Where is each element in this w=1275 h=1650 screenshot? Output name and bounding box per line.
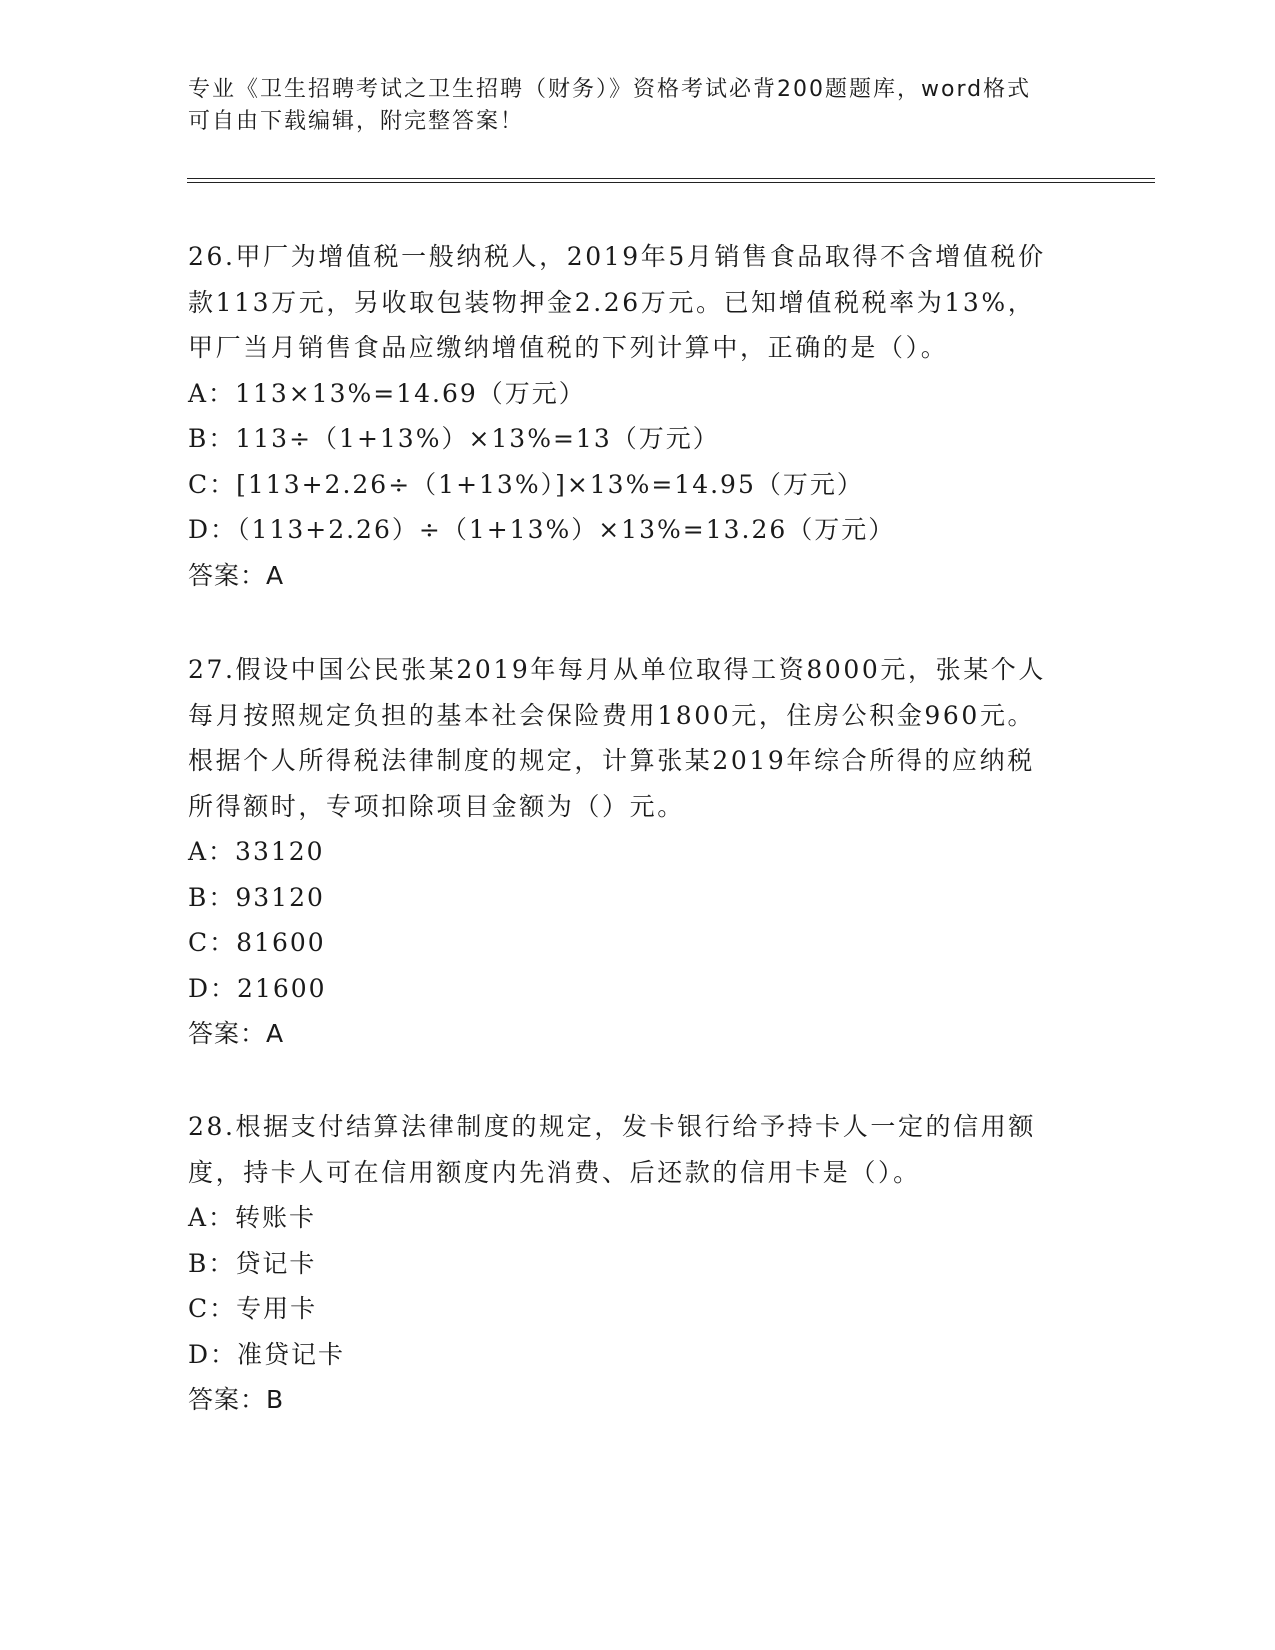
option-b: B：贷记卡 — [188, 1248, 317, 1278]
option-a: A：33120 — [188, 837, 325, 866]
option-b: B：113÷（1+13%）×13%=13（万元） — [188, 424, 720, 453]
question-stem-line: 每月按照规定负担的基本社会保险费用1800元，住房公积金960元。 — [188, 700, 1036, 730]
question-stem-line: 甲厂当月销售食品应缴纳增值税的下列计算中，正确的是（）。 — [188, 333, 949, 362]
header-divider — [187, 178, 1155, 183]
question-stem-line: 27.假设中国公民张某2019年每月从单位取得工资8000元，张某个人 — [188, 655, 1047, 684]
question-28 — [188, 1104, 1088, 1423]
option-d: D：准贷记卡 — [188, 1339, 346, 1369]
question-stem-line: 28.根据支付结算法律制度的规定，发卡银行给予持卡人一定的信用额 — [188, 1112, 1036, 1141]
question-stem-line: 根据个人所得税法律制度的规定，计算张某2019年综合所得的应纳税 — [188, 746, 1035, 775]
option-c: C：81600 — [188, 928, 326, 957]
option-d: D：21600 — [188, 973, 327, 1003]
option-c: C：专用卡 — [188, 1294, 318, 1323]
document-header — [188, 74, 1088, 138]
answer: 答案：A — [188, 1019, 285, 1048]
answer: 答案：A — [188, 560, 285, 590]
header-line-1: 专业《卫生招聘考试之卫生招聘（财务）》资格考试必背200题题库，word格式 — [188, 77, 1032, 102]
option-d: D：（113+2.26）÷（1+13%）×13%=13.26（万元） — [188, 515, 896, 544]
option-a: A：转账卡 — [188, 1203, 317, 1232]
option-a: A：113×13%=14.69（万元） — [188, 378, 586, 408]
option-b: B：93120 — [188, 882, 325, 912]
question-stem-line: 26.甲厂为增值税一般纳税人，2019年5月销售食品取得不含增值税价 — [188, 242, 1046, 271]
option-c: C：[113+2.26÷（1+13%）]×13%=14.95（万元） — [188, 469, 864, 499]
header-line-2: 可自由下载编辑，附完整答案！ — [188, 109, 525, 134]
answer: 答案：B — [188, 1385, 285, 1414]
question-stem-line: 所得额时，专项扣除项目金额为（）元。 — [188, 791, 685, 821]
question-26 — [188, 234, 1088, 598]
question-stem-line: 款113万元，另收取包装物押金2.26万元。已知增值税税率为13%， — [188, 287, 1036, 317]
question-27 — [188, 647, 1088, 1057]
question-stem-line: 度，持卡人可在信用额度内先消费、后还款的信用卡是（）。 — [188, 1157, 921, 1187]
